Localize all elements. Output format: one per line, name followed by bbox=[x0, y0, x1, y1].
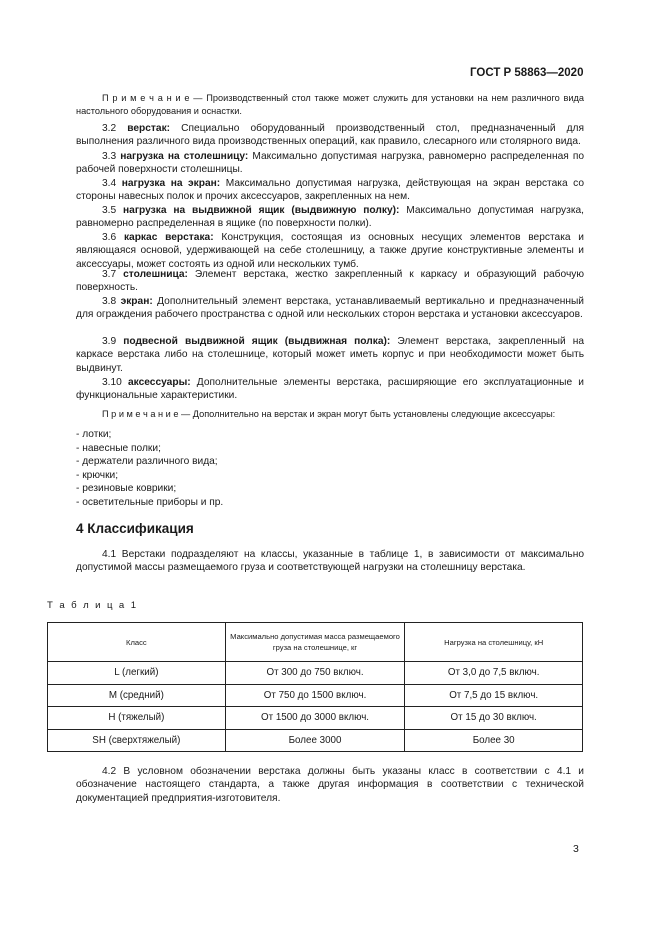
definition-text: Максимально допустимая нагрузка, равномерно распределенная по рабочей поверхности столешницы. bbox=[76, 151, 584, 176]
definition-term: нагрузка на экран: bbox=[121, 178, 221, 189]
accessories-list bbox=[76, 428, 584, 510]
note-label: П р и м е ч а н и е bbox=[102, 93, 190, 103]
definition-term: аксессуары: bbox=[127, 377, 191, 388]
table-cell: Более 30 bbox=[405, 729, 583, 752]
definition-3-4 bbox=[76, 177, 584, 204]
definition-3-3 bbox=[76, 150, 584, 177]
table-cell: L (легкий) bbox=[48, 662, 226, 685]
definition-3-10 bbox=[76, 376, 584, 403]
definition-text: Конструкция, состоящая из основных несущих элементов верстака и являющаяся основой, удерживающей на себе столешницу, а также другие конструктивные элементы и аксессуары, может состоять из одной или нескольких тумб. bbox=[76, 232, 584, 270]
table-header-cell: Нагрузка на столешницу, кН bbox=[405, 623, 583, 662]
definition-number: 3.9 bbox=[102, 336, 124, 347]
definition-term: подвесной выдвижной ящик (выдвижная полка): bbox=[123, 336, 391, 347]
section-heading: 4 Классификация bbox=[76, 521, 194, 536]
definition-term: экран: bbox=[120, 296, 153, 307]
list-item: - резиновые коврики; bbox=[76, 483, 177, 495]
list-item: - навесные полки; bbox=[76, 442, 161, 454]
definition-3-5 bbox=[76, 204, 584, 231]
note-label: П р и м е ч а н и е bbox=[102, 409, 179, 419]
note-text: — Дополнительно на верстак и экран могут быть установлены следующие аксессуары: bbox=[178, 409, 556, 419]
table-header-row bbox=[48, 623, 583, 662]
definition-3-8 bbox=[76, 295, 584, 322]
definition-number: 3.7 bbox=[102, 269, 124, 280]
table-cell: M (средний) bbox=[48, 684, 226, 707]
note-text: — Производственный стол также может служить для установки на нем различного вида настольного оборудования и оснастки. bbox=[76, 93, 584, 116]
table-cell: H (тяжелый) bbox=[48, 707, 226, 730]
definition-number: 3.6 bbox=[102, 232, 124, 243]
definition-text: Максимально допустимая нагрузка, равномерно распределенная в ящике (по поверхности полки). bbox=[76, 205, 585, 230]
table-header-cell: Класс bbox=[48, 623, 226, 662]
page-number: 3 bbox=[573, 843, 579, 855]
definition-text: Дополнительный элемент верстака, устанавливаемый вертикально и предназначенный для ограждения рабочего пространства с одной или нескольких сторон верстака и установки аксессуаров. bbox=[76, 296, 584, 321]
definition-3-9 bbox=[76, 335, 584, 375]
note-paragraph-2 bbox=[76, 408, 584, 421]
definition-number: 3.8 bbox=[102, 296, 121, 307]
definition-term: верстак: bbox=[127, 123, 171, 134]
definition-term: нагрузка на выдвижной ящик (выдвижную полку): bbox=[123, 205, 400, 216]
definition-text: Дополнительные элементы верстака, расширяющие его эксплуатационные и функциональные характеристики. bbox=[76, 377, 584, 402]
list-item: - осветительные приборы и пр. bbox=[76, 496, 224, 508]
definition-text: Специально оборудованный производственный стол, предназначенный для выполнения различного вида производственных операций, как правило, слесарного или столярного вида. bbox=[76, 123, 584, 148]
table-cell: От 7,5 до 15 включ. bbox=[405, 684, 583, 707]
table-row bbox=[48, 729, 583, 752]
note-paragraph-1 bbox=[76, 92, 584, 117]
definition-3-2 bbox=[76, 122, 584, 149]
definition-3-7 bbox=[76, 268, 584, 295]
definition-term: нагрузка на столешницу: bbox=[120, 151, 249, 162]
definition-text: Элемент верстака, закрепленный на каркасе верстака либо на столешнице, который может иметь корпус и при необходимости может быть выдвинут. bbox=[76, 336, 584, 374]
classification-table bbox=[47, 622, 583, 752]
table-cell: От 15 до 30 включ. bbox=[405, 707, 583, 730]
paragraph-4-1: 4.1 Верстаки подразделяют на классы, указанные в таблице 1, в зависимости от максимально допустимой массы размещаемого груза и соответствующей нагрузки на столешницу верстака. bbox=[76, 549, 584, 574]
definition-3-6 bbox=[76, 231, 584, 271]
table-cell: От 300 до 750 включ. bbox=[225, 662, 405, 685]
definition-text: Элемент верстака, жестко закрепленный к каркасу и образующий рабочую поверхность. bbox=[76, 269, 584, 294]
definition-text: Максимально допустимая нагрузка, действующая на экран верстака со стороны навесных полок и прочих аксессуаров, закрепленных на нем. bbox=[76, 178, 584, 203]
list-item: - лотки; bbox=[76, 429, 112, 440]
table-cell: От 750 до 1500 включ. bbox=[225, 684, 405, 707]
list-item: - держатели различного вида; bbox=[76, 456, 218, 468]
table-cell: Более 3000 bbox=[225, 729, 405, 752]
table-cell: От 3,0 до 7,5 включ. bbox=[405, 662, 583, 685]
table-row bbox=[48, 707, 583, 730]
table-row bbox=[48, 684, 583, 707]
definition-number: 3.3 bbox=[102, 151, 121, 162]
definition-number: 3.2 bbox=[102, 123, 128, 134]
document-code: ГОСТ Р 58863—2020 bbox=[470, 67, 584, 79]
definition-number: 3.10 bbox=[102, 377, 128, 388]
paragraph-4-2: 4.2 В условном обозначении верстака должны быть указаны класс в соответствии с 4.1 и обозначение настоящего стандарта, а также другая информация в соответствии с технической документацией предприятия-изготовителя. bbox=[76, 766, 584, 804]
list-item: - крючки; bbox=[76, 469, 119, 481]
table-cell: SH (сверхтяжелый) bbox=[48, 729, 226, 752]
definition-term: каркас верстака: bbox=[123, 232, 214, 243]
table-caption: Т а б л и ц а 1 bbox=[47, 600, 138, 611]
definition-number: 3.5 bbox=[102, 205, 123, 216]
table-header-cell: Максимально допустимая масса размещаемого груза на столешнице, кг bbox=[225, 623, 405, 662]
table-row bbox=[48, 662, 583, 685]
table-cell: От 1500 до 3000 включ. bbox=[225, 707, 405, 730]
definition-number: 3.4 bbox=[102, 178, 122, 189]
definition-term: столешница: bbox=[123, 269, 188, 280]
